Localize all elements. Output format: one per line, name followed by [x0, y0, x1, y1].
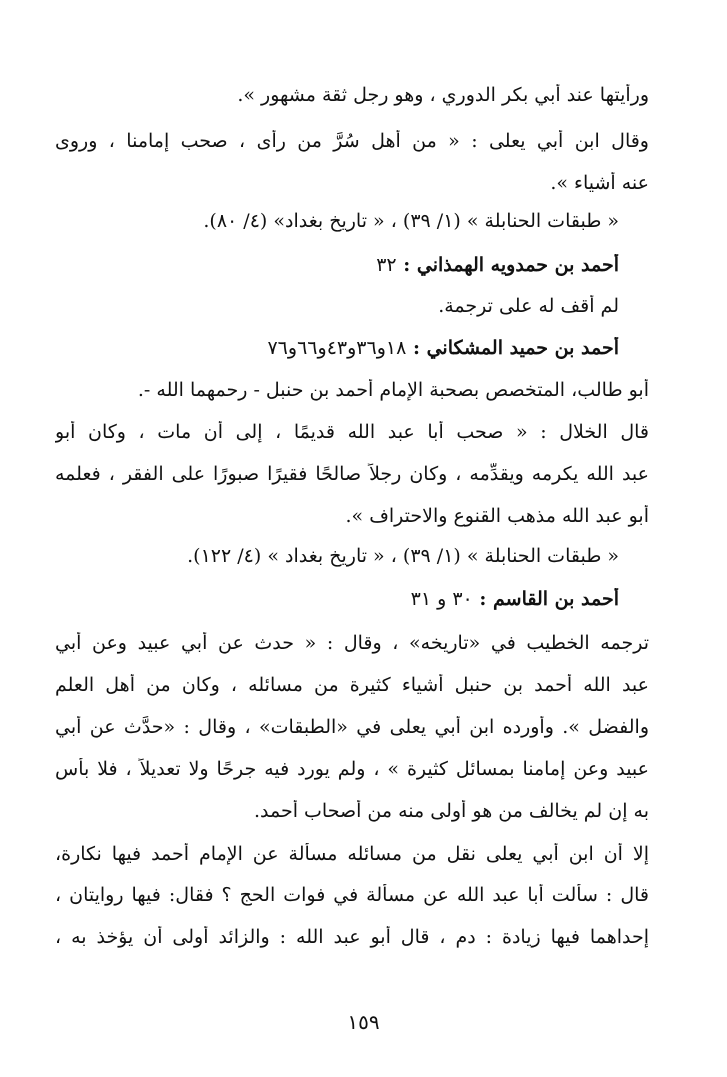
text-line-9: أبو عبد الله مذهب القنوع والاحتراف ». [345, 505, 649, 527]
text-line-17: قال : سألت أبا عبد الله عن مسألة في فوات الحج ؟ فقال: فيها روايتان ، [55, 884, 649, 906]
text-line-6: أبو طالب، المتخصص بصحبة الإمام أحمد بن حنبل - رحمهما الله -. [137, 379, 649, 401]
text-line-13: والفضل ». وأورده ابن أبي يعلى في «الطبقات» ، وقال : «حدَّث عن أبي [55, 716, 649, 738]
text-line-3: عنه أشياء ». [550, 172, 649, 194]
entry-heading-2: أحمد بن حميد المشكاني : ١٨و٣٦و٤٣و٦٦و٧٦ [267, 337, 619, 359]
entry-heading-1-name: أحمد بن حمدويه الهمذاني [416, 254, 619, 276]
entry-heading-3-refs: ٣٠ و ٣١ [410, 588, 473, 610]
entry-heading-1-refs: ٣٢ [376, 254, 397, 276]
text-line-2: وقال ابن أبي يعلى : « من أهل سُرَّ من رأى ، صحب إمامنا ، وروى [55, 130, 649, 152]
text-line-14: عبيد وعن إمامنا بمسائل كثيرة » ، ولم يورد فيه جرحًا ولا تعديلاً ، فلا بأس [55, 758, 649, 780]
text-line-18: إحداهما فيها زيادة : دم ، قال أبو عبد الله : والزائد أولى أن يؤخذ به ، [55, 926, 649, 948]
text-line-16: إلا أن ابن أبي يعلى نقل من مسائله مسألة عن الإمام أحمد فيها نكارة، [55, 843, 649, 865]
entry-heading-3-name: أحمد بن القاسم [493, 588, 619, 610]
text-line-11: ترجمه الخطيب في «تاريخه» ، وقال : « حدث عن أبي عبيد وعن أبي [55, 632, 649, 654]
entry-heading-2-name: أحمد بن حميد المشكاني [426, 337, 619, 359]
entry-heading-1: أحمد بن حمدويه الهمذاني : ٣٢ [376, 254, 619, 276]
entry-heading-2-refs: ١٨و٣٦و٤٣و٦٦و٧٦ [267, 337, 407, 359]
text-line-8: عبد الله يكرمه ويقدِّمه ، وكان رجلاً صالحًا فقيرًا صبورًا على الفقر ، فعلمه [55, 463, 649, 485]
text-line-1: ورأيتها عند أبي بكر الدوري ، وهو رجل ثقة مشهور ». [237, 84, 649, 106]
text-line-5: لم أقف له على ترجمة. [438, 295, 619, 317]
citation-2: « طبقات الحنابلة » (١/ ٣٩) ، « تاريخ بغداد » (٤/ ١٢٢). [187, 545, 619, 567]
citation-1: « طبقات الحنابلة » (١/ ٣٩) ، « تاريخ بغداد» (٤/ ٨٠). [203, 210, 619, 232]
entry-heading-3: أحمد بن القاسم : ٣٠ و ٣١ [410, 588, 619, 610]
text-line-7: قال الخلال : « صحب أبا عبد الله قديمًا ، إلى أن مات ، وكان أبو [55, 421, 649, 443]
text-line-12: عبد الله أحمد بن حنبل أشياء كثيرة من مسائله ، وكان من أهل العلم [55, 674, 649, 696]
page-number: ١٥٩ [347, 1010, 380, 1034]
text-line-15: به إن لم يخالف من هو أولى منه من أصحاب أحمد. [253, 800, 649, 822]
